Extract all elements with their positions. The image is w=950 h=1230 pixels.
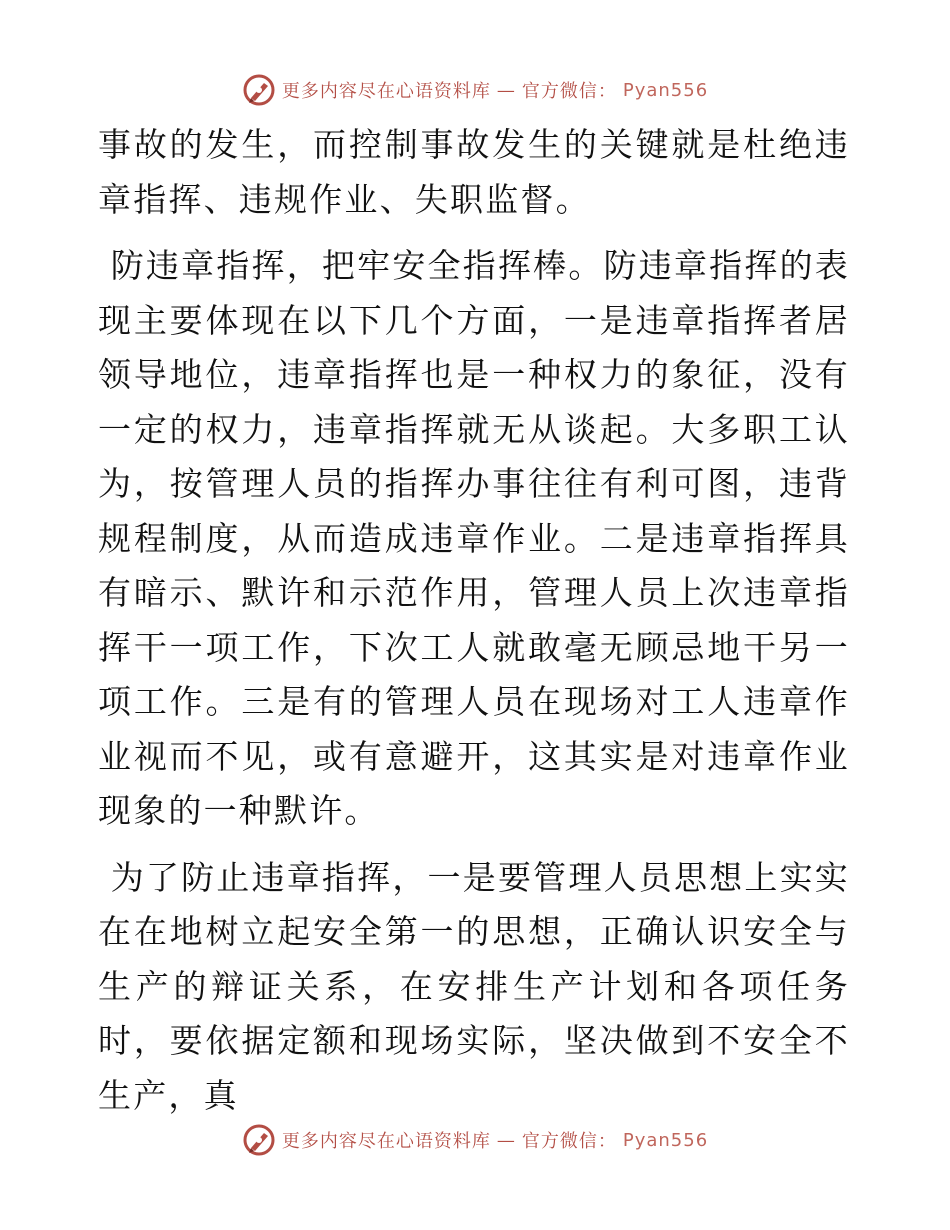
watermark-label: 官方微信： bbox=[521, 1131, 617, 1152]
watermark-separator: — bbox=[496, 79, 516, 101]
footer-watermark bbox=[0, 1120, 950, 1160]
pen-logo-icon bbox=[242, 73, 276, 107]
watermark-id: Pyan556 bbox=[622, 1129, 709, 1151]
watermark-id: Pyan556 bbox=[622, 79, 709, 101]
watermark-label: 官方微信： bbox=[521, 81, 617, 102]
paragraph-3: 为了防止违章指挥，一是要管理人员思想上实实在在地树立起安全第一的思想，正确认识安全与生产的辩证关系，在安排生产计划和各项任务时，要依据定额和现场实际，坚决做到不安全不生产，真 bbox=[98, 857, 850, 1115]
watermark-text: 更多内容尽在心语资料库 bbox=[281, 1131, 491, 1152]
header-watermark bbox=[0, 70, 950, 110]
watermark-separator: — bbox=[496, 1129, 516, 1151]
watermark-text: 更多内容尽在心语资料库 bbox=[281, 81, 491, 102]
pen-logo-icon bbox=[242, 1123, 276, 1157]
paragraph-2: 防违章指挥，把牢安全指挥棒。防违章指挥的表现主要体现在以下几个方面，一是违章指挥者居领导地位，违章指挥也是一种权力的象征，没有一定的权力，违章指挥就无从谈起。大多职工认为，按管理人员的指挥办事往往有利可图，违背规程制度，从而造成违章作业。二是违章指挥具有暗示、默许和示范作用，管理人员上次违章指挥干一项工作，下次工人就敢毫无顾忌地干另一项工作。三是有的管理人员在现场对工人违章作业视而不见，或有意避开，这其实是对违章作业现象的一种默许。 bbox=[98, 246, 850, 830]
document-body bbox=[98, 118, 850, 1123]
paragraph-1: 事故的发生，而控制事故发生的关键就是杜绝违章指挥、违规作业、失职监督。 bbox=[98, 125, 850, 219]
